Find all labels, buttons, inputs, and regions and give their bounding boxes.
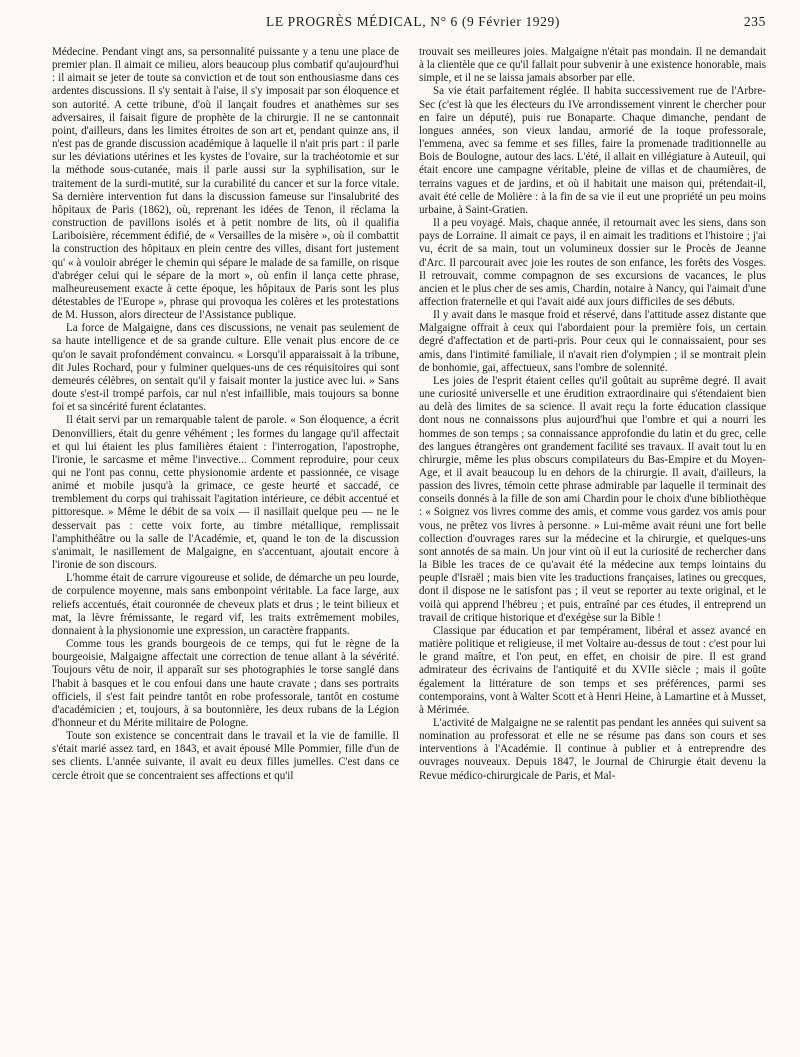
- paragraph: Il était servi par un remarquable talent de parole. « Son éloquence, a écrit Denonvilliers, était du genre véhément ; les formes du langage qu'il affectait et qui lui étaient les plus familières étaient : l'interrogation, l'apostrophe, l'ironie, le sarcasme et même l'invective... Comment reproduire, pour ceux qui ne l'ont pas connu, cette physionomie ardente et passionnée, ce visage animé et mobile jusqu'à la grimace, ce geste heurté et saccadé, ce tremblement du corps qui trahissait l'agitation intérieure, ce débit accentué et pittoresque. » Même le débit de sa voix — il nasillait quelque peu — ne le desservait pas : cette voix forte, au timbre métallique, remplissait l'amphithéâtre ou la salle de l'Académie, et, quand le ton de la discussion s'animait, le nasillement de Malgaigne, en s'accentuant, ajoutait encore à l'ironie de son discours.: [52, 414, 399, 572]
- paragraph: Comme tous les grands bourgeois de ce temps, qui fut le règne de la bourgeoisie, Malgaigne affectait une correction de tenue allant à la sévérité. Toujours vêtu de noir, il apparaît sur ses photographies le torse sanglé dans l'habit à basques et le cou enfoui dans une haute cravate ; dans ses portraits officiels, il s'est fait peindre tantôt en robe professorale, tantôt en costume d'académicien ; et, toujours, à sa boutonnière, les deux rubans de la Légion d'honneur et du Mérite militaire de Pologne.: [52, 638, 399, 729]
- text-columns: [52, 46, 766, 783]
- journal-title: LE PROGRÈS MÉDICAL, N° 6 (9 Février 1929): [265, 14, 560, 29]
- paragraph: Les joies de l'esprit étaient celles qu'il goûtait au suprême degré. Il avait une curiosité universelle et une érudition extraordinaire qui s'étendaient bien au delà des limites de sa science. Il avait reçu la forte éducation classique dont nous ne connaissons plus aujourd'hui que l'ombre et qui a nourri les hommes de son temps ; sa connaissance approfondie du latin et du grec, celle des langues étrangères ont grandement facilité ses travaux. Il avait tout lu en chirurgie, même les plus obscurs compilateurs du Bas-Empire et du Moyen-Age, et il avait beaucoup lu en dehors de la chirurgie. Il avait, d'ailleurs, la passion des livres, témoin cette phrase admirable par laquelle il terminait des conseils donnés à la fille de son ami Chardin pour le choix d'une bibliothèque : « Soignez vos livres comme des amis, et comme vous gardez vos amis pour vous, ne prêtez vos livres à personne. » Lui-même avait réuni une fort belle collection d'ouvrages rares sur la médecine et la chirurgie, et quelques-uns sont annotés de sa main. Un jour vint où il eut la curiosité de rechercher dans la Bible les traces de ce qu'avait été la médecine aux temps lointains du peuple d'Israël ; mais bien vite les traductions françaises, latines ou grecques, dont il dispose ne le satisfont pas ; il veut se reporter au texte original, et le voilà qui apprend l'hébreu ; et puis, entraîné par ces études, il entreprend un travail de critique historique et d'exégèse sur la Bible !: [419, 374, 766, 624]
- paragraph: La force de Malgaigne, dans ces discussions, ne venait pas seulement de sa haute intelligence et de sa grande culture. Elle venait plus encore de ce qu'on le savait profondément convaincu. « Lorsqu'il apparaissait à la tribune, dit Jules Rochard, pour y fulminer quelques-uns de ces réquisitoires qui sont demeurés célèbres, on sentait qu'il y faisait monter la justice avec lui. » Sans doute s'est-il trompé parfois, car nul n'est infaillible, mais toujours sa bonne foi et sa sincérité furent éclatantes.: [52, 322, 399, 414]
- paragraph: Toute son existence se concentrait dans le travail et la vie de famille. Il s'était marié assez tard, en 1843, et avait épousé Mlle Pommier, fille d'un de ses clients. L'année suivante, il avait eu deux filles jumelles. C'est dans ce cercle étroit que se concentraient ses affections et qu'il: [52, 730, 399, 782]
- paragraph: Il a peu voyagé. Mais, chaque année, il retournait avec les siens, dans son pays de Lorraine. Il aimait ce pays, il en aimait les traditions et l'histoire ; j'ai vu, écrit de sa main, tout un volumineux dossier sur le Procès de Jeanne d'Arc. Il parcourait avec joie les routes de son enfance, les forêts des Vosges. Il retrouvait, comme compagnon de ses excursions de vacances, le plus ancien et le plus cher de ses amis, Chardin, notaire à Nancy, qui l'aimait d'une affection fraternelle et qui l'avait aidé aux jours difficiles de ses débuts.: [419, 217, 766, 308]
- running-header: [52, 14, 766, 36]
- left-column: [52, 46, 399, 783]
- paragraph: L'homme était de carrure vigoureuse et solide, de démarche un peu lourde, de corpulence moyenne, mais sans embonpoint véritable. La face large, aux reliefs accentués, était couronnée de cheveux plats et drus ; le teint bilieux et mat, la lèvre frémissante, le regard vif, les traits extrêmement mobiles, donnaient à la physionomie une expression, un caractère frappants.: [52, 572, 399, 637]
- paragraph: Classique par éducation et par tempérament, libéral et assez avancé en matière politique et religieuse, il met Voltaire au-dessus de tout : c'est pour lui le grand maître, et l'on peut, en effet, en choisir de pire. Il est grand admirateur des écrivains de l'antiquité et du XVIIe siècle ; mais il goûte également la littérature de son temps et ses préférences, parmi ses contemporains, vont à Walter Scott et à Henri Heine, à Lamartine et à Musset, à Mérimée.: [419, 624, 766, 716]
- right-column: [419, 46, 766, 783]
- paragraph: Il y avait dans le masque froid et réservé, dans l'attitude assez distante que Malgaigne offrait à ceux qui l'abordaient pour la première fois, un certain degré d'affectation et de parti-pris. Pour ceux qui le connaissaient, pour ses amis, dans l'intimité familiale, il n'avait rien d'olympien ; il se montrait plein de bonhomie, gai, affectueux, sans l'ombre de solennité.: [419, 309, 766, 374]
- page-number: 235: [743, 14, 766, 29]
- paragraph: Sa vie était parfaitement réglée. Il habita successivement rue de l'Arbre-Sec (c'est là que les électeurs du IVe arrondissement vinrent le chercher pour en faire un député), puis rue Bonaparte. Chaque dimanche, pendant de longues années, son vieux landau, armorié de la toque professorale, l'emmena, avec sa femme et ses filles, faire la promenade traditionnelle au Bois de Boulogne, autour des lacs. L'été, il allait en villégiature à Auteuil, qui était encore une campagne véritable, pleine de villas et de chaumières, de terrains vagues et de jardins, et où il habitait une maison qui, prétendait-il, avait été celle de Molière : à la fin de sa vie il eut une propriété un peu moins urbaine, à Saint-Gratien.: [419, 85, 766, 216]
- paragraph: trouvait ses meilleures joies. Malgaigne n'était pas mondain. Il ne demandait à la clientèle que ce qu'il fallait pour subvenir à une existence honorable, mais simple, et il ne se laissa jamais absorber par elle.: [419, 46, 766, 85]
- paragraph: Médecine. Pendant vingt ans, sa personnalité puissante y a tenu une place de premier plan. Il aimait ce milieu, alors beaucoup plus combatif qu'aujourd'hui : il aimait se jeter de toute sa conviction et de tout son enthousiasme dans ces ardentes discussions. Il s'y sentait à l'aise, il s'y imposait par son éloquence et son autorité. A cette tribune, d'où il lançait foudres et anathèmes sur ses adversaires, il faisait figure de prophète de la chirurgie. Il ne se cantonnait point, d'ailleurs, dans les limites étroites de son art et, pendant quinze ans, il n'est pas de grande discussion académique à laquelle il n'ait pris part : il parle sur les déviations utérines et les kystes de l'ovaire, sur la trachéotomie et sur la méthode sous-cutanée, mais il parle aussi sur la syphilisation, sur le traitement de la surdi-mutité, sur la curabilité du cancer et sur la force vitale. Sa dernière intervention fut dans la discussion fameuse sur l'insalubrité des hôpitaux de Paris (1862), où, reprenant les idées de Tenon, il réclama la construction de pavillons isolés et à petit nombre de lits, où il qualifia Lariboisière, récemment édifié, de « Versailles de la misère », où il combattit la construction des hôpitaux en plein centre des villes, disant fort justement qu' « à vouloir abréger le chemin qui sépare le malade de sa famille, on risque d'abréger celui qui le sépare de la mort », où enfin il lança cette phrase, malheureusement exacte à cette époque, les hôpitaux de Paris sont les plus détestables de l'Europe », phrase qui provoqua les colères et les protestations de M. Husson, alors directeur de l'Assistance publique.: [52, 46, 399, 322]
- paragraph: L'activité de Malgaigne ne se ralentit pas pendant les années qui suivent sa nomination au professorat et elle ne se résume pas dans son cours et ses interventions à l'Académie. Il continue à publier et à entreprendre des ouvrages nouveaux. Depuis 1847, le Journal de Chirurgie était devenu la Revue médico-chirurgicale de Paris, et Mal-: [419, 716, 766, 782]
